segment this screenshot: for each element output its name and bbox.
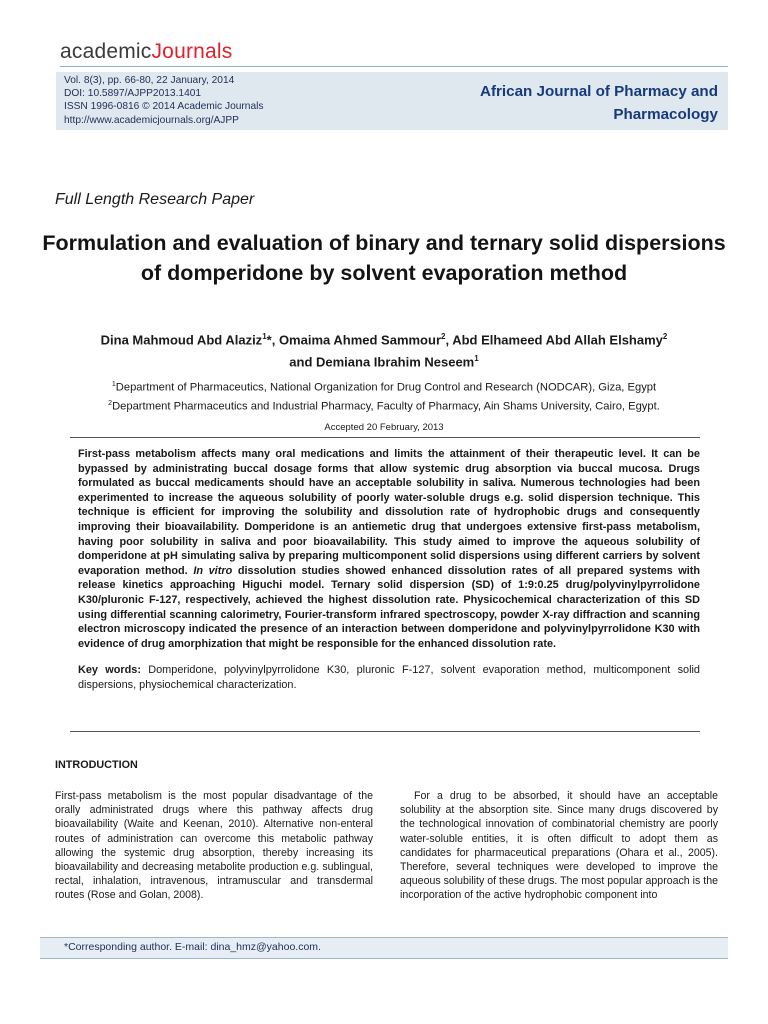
accepted-date: Accepted 20 February, 2013 (324, 422, 444, 433)
author-name: and Demiana Ibrahim Neseem (289, 354, 475, 370)
paper-type: Full Length Research Paper (55, 191, 255, 208)
doi-line: DOI: 10.5897/AJPP2013.1401 (64, 88, 202, 100)
url-line[interactable]: http://www.academicjournals.org/AJPP (64, 114, 239, 126)
header-divider (60, 66, 728, 67)
affiliation-mark: 1 (111, 381, 116, 388)
author-name: Dina Mahmoud Abd Alaziz (100, 332, 263, 348)
affiliation-line (40, 377, 728, 396)
abstract-part1: First-pass metabolism affects many oral medications and limits the attainment of their therapeutic level. It can be bypassed by administrating buccal dosage forms that allow systemic drug absorption via buccal mucosa. Drugs formulated as buccal medicaments should have an acceptable solubility in saliva. Numerous technologies had been experimented to increase the aqueous solubility of poorly water-soluble drugs e.g. solid dispersion technique. This technique is efficient for improving the solubility and dissolution rate of hydrophobic drugs and consequently improving their bioavailability. Domperidone is an antiemetic drug that undergoes extensive first-pass metabolism, having poor solubility in saliva and poor bioavailability. This study aimed to improve the aqueous solubility of domperidone at pH simulating saliva by preparing multicomponent solid dispersions using different carriers by solvent evaporation method. (78, 448, 700, 577)
author-name: Omaima Ahmed Sammour (278, 332, 441, 348)
author-affiliation-mark: 2 (441, 332, 446, 341)
author-list (40, 327, 728, 372)
author-separator: , (445, 332, 453, 348)
body-column-left: First-pass metabolism is the most popular disadvantage of the orally administrated drugs where this pathway affects drug bioavailability (Waite and Keenan, 2010). Alternative non-enteral routes of administration can overcome this metabolic pathway allowing the systemic drug absorption, thereby increasing its bioavailability and decreasing metabolite production e.g. sublingual, rectal, inhalation, intravenous, intramuscular and transdermal routes (Rose and Golan, 2008). (55, 790, 373, 902)
abstract-text (78, 447, 700, 651)
journal-name (418, 80, 718, 126)
author-separator: *, (266, 332, 279, 348)
affiliation-text: Department of Pharmaceutics, National Organization for Drug Control and Research (NODCAR), Giza, Egypt (115, 381, 657, 394)
paper-title: Formulation and evaluation of binary and ternary solid dispersions of domperidone by solvent evaporation method (42, 231, 726, 285)
author-affiliation-mark: 1 (262, 332, 267, 341)
journal-name-line2: Pharmacology (613, 106, 718, 123)
author-name: Abd Elhameed Abd Allah Elshamy (452, 332, 663, 348)
abstract-italic: In vitro (193, 564, 233, 577)
publisher-logo (60, 40, 232, 64)
affiliation-line (40, 396, 728, 415)
volume-line: Vol. 8(3), pp. 66-80, 22 January, 2014 (64, 75, 235, 86)
corresponding-author-note: *Corresponding author. E-mail: dina_hmz@yahoo.com. (64, 941, 321, 953)
body-column-right: For a drug to be absorbed, it should have an acceptable solubility at the absorption site. Since many drugs discovered by the technological innovation of combinatorial chemistry are poorly water-soluble entities, it is often difficult to adopt them as candidates for pharmaceutical preparations (Ohara et al., 2005). Therefore, several techniques were developed to improve the aqueous solubility of these drugs. The most popular approach is the incorporation of the active hydrophobic component into (400, 790, 718, 902)
publisher-name-part2: Journals (151, 40, 233, 63)
publisher-name-part1: academic (60, 40, 152, 63)
affiliation-mark: 2 (108, 400, 113, 408)
author-affiliation-mark: 1 (474, 354, 479, 364)
affiliation-text: Department Pharmaceutics and Industrial Pharmacy, Faculty of Pharmacy, Ain Shams University, Cairo, Egypt. (112, 400, 660, 413)
article-metadata (64, 74, 264, 127)
introduction-heading: INTRODUCTION (55, 759, 138, 771)
abstract-box (70, 437, 700, 732)
footnote-bar (40, 937, 728, 959)
abstract-part2: dissolution studies showed enhanced dissolution rates of all prepared systems with release kinetics approaching Higuchi model. Ternary solid dispersion (SD) of 1:9:0.25 drug/polyvinylpyrrolidone K30/pluronic F-127, respectively, achieved the highest dissolution rate. Physicochemical characterization of this SD using differential scanning calorimetry, Fourier-transform infrared spectroscopy, powder X-ray diffraction and scanning electron microscopy indicated the presence of an interaction between domperidone and polyvinylpyrrolidone K30 with evidence of drug amorphization that might be responsible for the enhanced dissolution rate. (78, 564, 701, 650)
author-affiliation-mark: 2 (662, 332, 668, 341)
issn-line: ISSN 1996-0816 © 2014 Academic Journals (64, 101, 264, 113)
keywords-label: Key words: (78, 664, 141, 677)
keywords (78, 663, 700, 692)
keywords-text: Domperidone, polyvinylpyrrolidone K30, pluronic F-127, solvent evaporation method, multicomponent solid dispersions, physiochemical characterization. (78, 664, 700, 691)
affiliations (40, 377, 728, 415)
journal-name-line1: African Journal of Pharmacy and (479, 83, 718, 100)
